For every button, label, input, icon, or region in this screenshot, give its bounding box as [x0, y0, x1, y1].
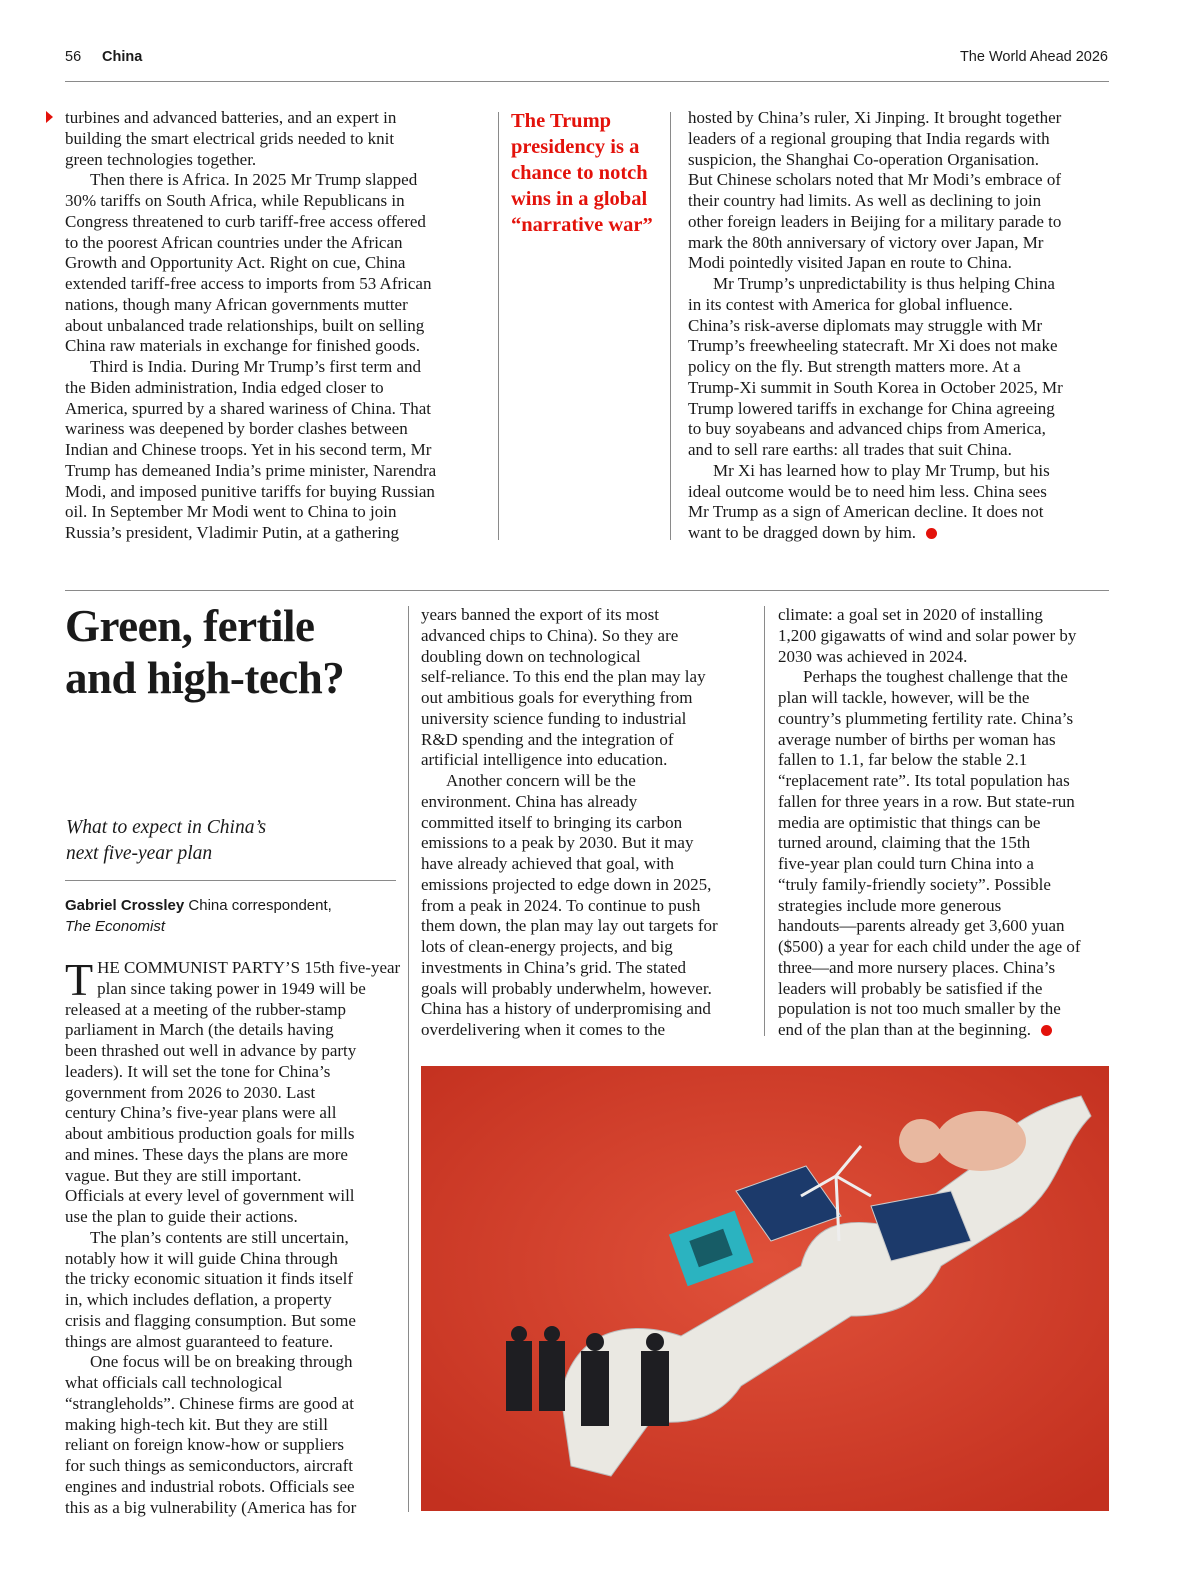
text-line	[65, 1041, 400, 1062]
text-line	[421, 647, 718, 668]
text-line	[778, 730, 1081, 751]
line-text: The plan’s contents are still uncertain,	[90, 1227, 349, 1247]
text-line	[421, 937, 718, 958]
text-line	[688, 170, 1063, 191]
text-line	[421, 750, 718, 771]
text-line	[688, 191, 1063, 212]
line-text: Trump’s freewheeling statecraft. Mr Xi does not make	[688, 336, 1058, 356]
text-line	[688, 316, 1063, 337]
line-text: what officials call technological	[65, 1373, 283, 1392]
line-text: century China’s five-year plans were all	[65, 1103, 337, 1123]
line-text: Mr Xi has learned how to play Mr Trump, but his	[713, 460, 1050, 480]
text-line	[65, 1249, 400, 1270]
feature-right-column	[778, 605, 1081, 1041]
line-text: “replacement rate”. Its total population has	[778, 771, 1070, 790]
text-line	[421, 792, 718, 813]
line-text: Officials at every level of government will	[65, 1186, 355, 1206]
line-text: hosted by China’s ruler, Xi Jinping. It brought together	[688, 108, 1062, 127]
line-text: emissions projected to edge down in 2025,	[421, 874, 712, 894]
text-line	[688, 212, 1063, 233]
text-line	[688, 108, 1063, 129]
text-line	[688, 378, 1063, 399]
text-line	[778, 1020, 1081, 1041]
text-line	[688, 523, 1063, 544]
line-text: 30% tariffs on South Africa, while Republicans in	[65, 191, 405, 210]
text-line	[421, 875, 718, 896]
line-text: Third is India. During Mr Trump’s first term and	[90, 357, 422, 376]
text-line	[65, 1228, 400, 1249]
line-text: overdelivering when it comes to the	[421, 1020, 666, 1039]
text-line	[421, 605, 718, 626]
line-text: plan since taking power in 1949 will be	[97, 978, 366, 998]
text-line	[65, 979, 400, 1000]
pull-quote-line: wins in a global	[511, 188, 648, 210]
section-name: China	[102, 49, 143, 65]
text-line	[65, 1020, 400, 1041]
top-left-column	[65, 108, 436, 544]
line-text: China has a history of underpromising and	[421, 999, 711, 1019]
text-line	[778, 854, 1081, 875]
text-line	[65, 1311, 400, 1332]
line-text: “truly family-friendly society”. Possible	[778, 874, 1051, 894]
end-mark-icon	[926, 528, 937, 539]
text-line	[421, 688, 718, 709]
line-text: from a peak in 2024. To continue to push	[421, 895, 701, 915]
line-text: them down, the plan may lay out targets for	[421, 916, 718, 936]
text-line	[778, 688, 1081, 709]
text-line	[65, 440, 436, 461]
line-text: Modi pointedly visited Japan en route to China.	[688, 253, 1012, 273]
drop-cap: T	[65, 954, 94, 1005]
text-line	[65, 1373, 400, 1394]
text-line	[65, 150, 436, 171]
text-line	[421, 626, 718, 647]
five-year-plan-illustration	[421, 1066, 1109, 1511]
line-text: Another concern will be the	[446, 771, 636, 790]
line-text: advanced chips to China). So they are	[421, 625, 679, 645]
subheading-line: next five-year plan	[66, 843, 213, 864]
line-text: handouts—parents already get 3,600 yuan	[778, 916, 1065, 936]
line-text: Modi, and imposed punitive tariffs for buying Russian	[65, 481, 435, 501]
line-text: green technologies together.	[65, 149, 257, 169]
line-text: been thrashed out well in advance by party	[65, 1041, 357, 1060]
text-line	[778, 626, 1081, 647]
text-line	[778, 771, 1081, 792]
text-line	[65, 357, 436, 378]
text-line	[778, 958, 1081, 979]
line-text: artificial intelligence into education.	[421, 750, 668, 770]
line-text: three—and more nursery places. China’s	[778, 957, 1056, 977]
line-text: university science funding to industrial	[421, 708, 687, 728]
headline-line: and high-tech?	[65, 653, 345, 703]
line-text: lots of clean-energy projects, and big	[421, 937, 673, 956]
line-text: their country had limits. As well as declining to join	[688, 191, 1042, 210]
text-line	[421, 667, 718, 688]
line-text: end of the plan than at the beginning.	[778, 1020, 1032, 1039]
text-line	[421, 771, 718, 792]
line-text: China raw materials in exchange for finished goods.	[65, 336, 421, 356]
text-line	[778, 833, 1081, 854]
text-line	[688, 336, 1063, 357]
text-line	[65, 461, 436, 482]
line-text: other foreign leaders in Beijing for a military parade to	[688, 211, 1062, 231]
text-line	[778, 792, 1081, 813]
line-text: making high-tech kit. But they are still	[65, 1414, 328, 1434]
line-text: years banned the export of its most	[421, 605, 659, 624]
line-text: use the plan to guide their actions.	[65, 1207, 298, 1226]
line-text: have already achieved that goal, with	[421, 854, 674, 873]
text-line	[421, 999, 718, 1020]
line-text: plan will tackle, however, will be the	[778, 688, 1030, 707]
feature-headline	[65, 600, 344, 704]
text-line	[688, 253, 1063, 274]
text-line	[421, 730, 718, 751]
line-text: investments in China’s grid. The stated	[421, 957, 687, 977]
text-line	[778, 647, 1081, 668]
line-text: population is not too much smaller by the	[778, 999, 1061, 1019]
line-text: Trump lowered tariffs in exchange for China agreeing	[688, 398, 1055, 418]
column-divider	[498, 112, 499, 540]
text-line	[65, 523, 436, 544]
text-line	[65, 1207, 400, 1228]
byline-rule	[65, 880, 396, 881]
feature-middle-column	[421, 605, 718, 1041]
line-text: oil. In September Mr Modi went to China to join	[65, 502, 397, 522]
publication-title: The World Ahead 2026	[959, 49, 1108, 65]
line-text: wariness was deepened by border clashes between	[65, 419, 408, 439]
line-text: 1,200 gigawatts of wind and solar power by	[778, 625, 1077, 645]
line-text: Perhaps the toughest challenge that the	[803, 667, 1068, 687]
text-line	[65, 419, 436, 440]
illustration	[421, 1066, 1109, 1511]
line-text: leaders of a regional grouping that India regards with	[688, 128, 1050, 148]
text-line	[778, 667, 1081, 688]
line-text: ideal outcome would be to need him less. China sees	[688, 481, 1047, 501]
line-text: government from 2026 to 2030. Last	[65, 1082, 316, 1102]
line-text: environment. China has already	[421, 791, 638, 811]
line-text: goals will probably underwhelm, however.	[421, 978, 712, 998]
text-line	[65, 378, 436, 399]
text-line	[688, 233, 1063, 254]
text-line	[688, 399, 1063, 420]
text-line	[65, 1352, 400, 1373]
pull-quote-line: “narrative war”	[511, 214, 653, 236]
headline-line: Green, fertile	[65, 601, 315, 651]
text-line	[688, 274, 1063, 295]
text-line	[421, 979, 718, 1000]
line-text: Mr Trump’s unpredictability is thus helping China	[713, 274, 1055, 293]
line-text: strategies include more generous	[778, 895, 1002, 915]
line-text: self-reliance. To this end the plan may lay	[421, 667, 706, 687]
line-text: leaders will probably be satisfied if the	[778, 978, 1043, 998]
line-text: ($500) a year for each child under the age of	[778, 937, 1081, 956]
subheading-line: What to expect in China’s	[66, 817, 267, 838]
text-line	[421, 1020, 718, 1041]
header-rule	[65, 81, 1109, 82]
text-line	[421, 813, 718, 834]
line-text: 2030 was achieved in 2024.	[778, 646, 968, 666]
line-text: emissions to a peak by 2030. But it may	[421, 833, 694, 853]
text-line	[65, 1394, 400, 1415]
line-text: Russia’s president, Vladimir Putin, at a gathering	[65, 523, 399, 542]
text-line	[65, 1186, 400, 1207]
feature-left-column	[65, 954, 401, 1518]
text-line	[778, 999, 1081, 1020]
text-line	[688, 295, 1063, 316]
line-text: parliament in March (the details having	[65, 1020, 334, 1040]
text-line	[421, 958, 718, 979]
line-text: reliant on foreign know-how or suppliers	[65, 1435, 345, 1455]
line-text: One focus will be on breaking through	[90, 1352, 353, 1372]
line-text: notably how it will guide China through	[65, 1248, 338, 1268]
feature-subheading	[66, 815, 266, 867]
text-line	[65, 212, 436, 233]
lead-rest: 15th five-year	[300, 958, 401, 977]
pull-quote	[511, 108, 653, 238]
text-line	[421, 709, 718, 730]
text-line	[421, 854, 718, 875]
pull-quote-line: presidency is a	[511, 136, 640, 158]
line-text: and to sell rare earths: all trades that suit China.	[688, 440, 1012, 459]
text-line	[778, 979, 1081, 1000]
column-divider	[408, 606, 409, 1512]
line-text: building the smart electrical grids needed to knit	[65, 128, 395, 148]
line-text: for such things as semiconductors, aircraft	[65, 1456, 353, 1475]
author-role: China correspondent,	[188, 897, 332, 914]
text-line	[65, 129, 436, 150]
line-text: in its contest with America for global influence.	[688, 294, 1013, 314]
text-line	[778, 813, 1081, 834]
text-line	[421, 916, 718, 937]
author-publication: The Economist	[65, 918, 166, 935]
line-text: fallen to 1.1, far below the stable 2.1	[778, 750, 1028, 770]
text-line	[65, 1083, 400, 1104]
text-line	[65, 1145, 400, 1166]
line-text: But Chinese scholars noted that Mr Modi’s embrace of	[688, 170, 1061, 190]
text-line	[65, 482, 436, 503]
text-line	[65, 1498, 400, 1519]
line-text: nations, though many African governments mutter	[65, 294, 408, 314]
line-text: turned around, claiming that the 15th	[778, 833, 1031, 853]
text-line	[421, 833, 718, 854]
text-line	[421, 896, 718, 917]
article-divider	[65, 590, 1109, 591]
text-line	[65, 1000, 400, 1021]
text-line	[65, 1456, 400, 1477]
text-line	[65, 253, 436, 274]
line-text: this as a big vulnerability (America has for	[65, 1497, 357, 1517]
line-text: about ambitious production goals for mills	[65, 1124, 355, 1143]
text-line	[778, 750, 1081, 771]
line-text: policy on the fly. But strength matters more. At a	[688, 357, 1021, 376]
column-divider	[670, 112, 671, 540]
line-text: China’s risk-averse diplomats may struggle with Mr	[688, 315, 1043, 335]
text-line	[688, 502, 1063, 523]
text-line	[688, 419, 1063, 440]
line-text: engines and industrial robots. Officials see	[65, 1476, 355, 1496]
text-line	[688, 440, 1063, 461]
text-line	[688, 461, 1063, 482]
text-line	[65, 1435, 400, 1456]
line-text: things are almost guaranteed to feature.	[65, 1331, 334, 1351]
line-text: media are optimistic that things can be	[778, 812, 1041, 832]
line-text: Trump has demeaned India’s prime minister, Narendra	[65, 460, 437, 480]
text-line	[688, 150, 1063, 171]
line-text: climate: a goal set in 2020 of installing	[778, 605, 1043, 624]
text-line	[688, 129, 1063, 150]
text-line	[65, 108, 436, 129]
line-text: extended tariff-free access to imports from 53 African	[65, 274, 432, 293]
line-text: doubling down on technological	[421, 646, 641, 666]
line-text: “strangleholds”. Chinese firms are good at	[65, 1393, 354, 1413]
feature-left-text	[65, 979, 400, 1519]
line-text: out ambitious goals for everything from	[421, 688, 693, 707]
baby-icon	[899, 1111, 1026, 1171]
text-line	[778, 937, 1081, 958]
text-line	[778, 709, 1081, 730]
text-line	[688, 357, 1063, 378]
text-line	[778, 875, 1081, 896]
text-line	[65, 1124, 400, 1145]
text-line	[65, 1103, 400, 1124]
text-line	[778, 605, 1081, 626]
line-text: the tricky economic situation it finds itself	[65, 1269, 353, 1289]
text-line	[65, 1166, 400, 1187]
text-line	[65, 502, 436, 523]
text-line	[778, 916, 1081, 937]
text-line	[778, 896, 1081, 917]
line-text: turbines and advanced batteries, and an expert in	[65, 108, 397, 127]
pull-quote-line: The Trump	[511, 110, 612, 132]
text-line	[65, 399, 436, 420]
author-name: Gabriel Crossley	[65, 897, 185, 914]
line-text: crisis and flagging consumption. But some	[65, 1310, 356, 1330]
text-line	[65, 191, 436, 212]
line-text: about unbalanced trade relationships, built on selling	[65, 315, 425, 335]
column-divider	[764, 606, 765, 1036]
text-line	[65, 1332, 400, 1353]
text-line	[65, 1290, 400, 1311]
line-text: Congress threatened to curb tariff-free access offered	[65, 211, 426, 231]
continuation-arrow-icon	[46, 111, 53, 123]
line-text: Mr Trump as a sign of American decline. It does not	[688, 502, 1044, 522]
line-text: Indian and Chinese troops. Yet in his second term, Mr	[65, 440, 432, 459]
line-text: R&D spending and the integration of	[421, 729, 674, 749]
text-line	[65, 1477, 400, 1498]
line-text: released at a meeting of the rubber-stamp	[65, 999, 346, 1019]
top-right-column	[688, 108, 1063, 544]
line-text: America, spurred by a shared wariness of China. That	[65, 398, 432, 418]
line-text: want to be dragged down by him.	[688, 523, 917, 542]
line-text: Trump-Xi summit in South Korea in October 2025, Mr	[688, 377, 1063, 397]
line-text: leaders). It will set the tone for China’s	[65, 1061, 331, 1081]
text-line	[65, 336, 436, 357]
page-number: 56	[65, 49, 82, 65]
text-line	[65, 1269, 400, 1290]
line-text: in, which includes deflation, a property	[65, 1290, 332, 1309]
line-text: Growth and Opportunity Act. Right on cue, China	[65, 253, 406, 273]
text-line	[65, 295, 436, 316]
end-mark-icon	[1041, 1025, 1052, 1036]
text-line	[688, 482, 1063, 503]
line-text: the Biden administration, India edged closer to	[65, 377, 384, 397]
line-text: to the poorest African countries under the African	[65, 232, 403, 252]
line-text: average number of births per woman has	[778, 729, 1056, 749]
line-text: fallen for three years in a row. But state-run	[778, 791, 1075, 811]
line-text: country’s plummeting fertility rate. China’s	[778, 708, 1074, 728]
line-text: and mines. These days the plans are more	[65, 1144, 348, 1164]
line-text: committed itself to bringing its carbon	[421, 812, 683, 832]
text-line	[65, 274, 436, 295]
lead-caps: HE COMMUNIST PARTY’S	[97, 958, 301, 977]
line-text: vague. But they are still important.	[65, 1165, 302, 1185]
text-line	[65, 233, 436, 254]
pull-quote-line: chance to notch	[511, 162, 648, 184]
line-text: Then there is Africa. In 2025 Mr Trump slapped	[90, 170, 418, 190]
line-text: to buy soyabeans and advanced chips from America,	[688, 419, 1046, 439]
text-line	[65, 1415, 400, 1436]
line-text: five-year plan could turn China into a	[778, 854, 1034, 873]
byline	[65, 895, 332, 937]
line-text: mark the 80th anniversary of victory over Japan, Mr	[688, 232, 1044, 252]
text-line	[65, 1062, 400, 1083]
line-text: suspicion, the Shanghai Co-operation Organisation.	[688, 149, 1039, 169]
text-line	[65, 316, 436, 337]
text-line	[65, 170, 436, 191]
